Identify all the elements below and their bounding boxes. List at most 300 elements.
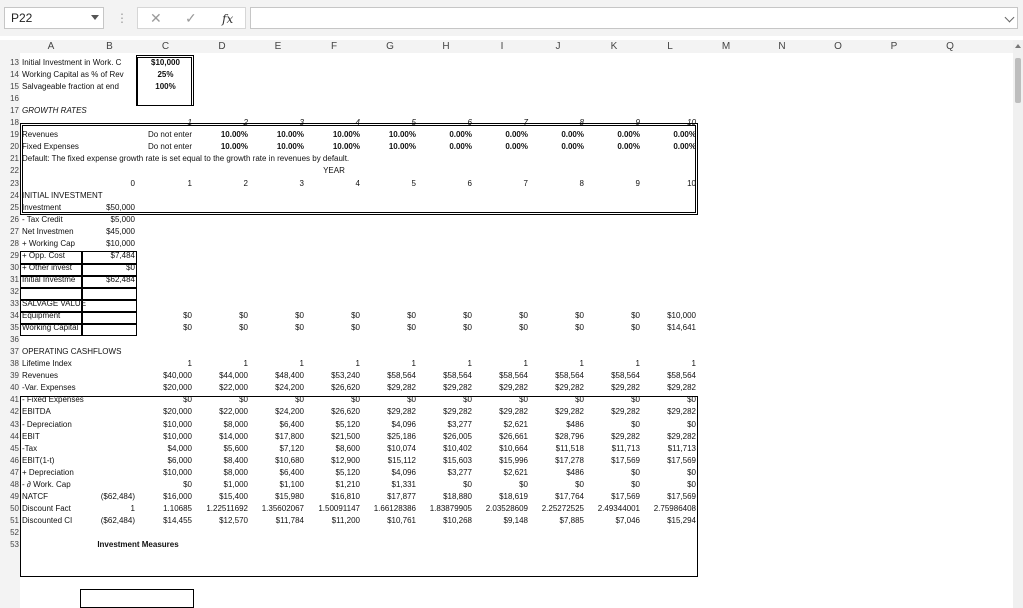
operating-value[interactable]: $17,877 [387,492,416,501]
operating-value[interactable]: $7,885 [559,516,584,525]
row-header[interactable]: 39 [10,371,19,380]
operating-value[interactable]: $0 [687,468,696,477]
operating-value[interactable]: 1.83879905 [429,504,472,513]
operating-value[interactable]: 2.75986408 [653,504,696,513]
salvage-value[interactable]: $14,641 [667,323,696,332]
input-value[interactable]: 100% [155,82,176,91]
operating-value[interactable]: $486 [566,468,584,477]
operating-value[interactable]: 1 [355,359,360,368]
operating-value[interactable]: $10,402 [443,444,472,453]
row-header[interactable]: 27 [10,227,19,236]
growth-year[interactable]: 4 [355,118,360,127]
column-header-g[interactable]: G [386,41,394,52]
growth-rate[interactable]: 10.00% [220,142,248,151]
operating-value[interactable]: $15,603 [443,456,472,465]
operating-value[interactable]: $6,400 [279,420,304,429]
salvage-value[interactable]: $0 [407,323,416,332]
growth-rate[interactable]: 10.00% [220,130,248,139]
operating-value[interactable]: $10,268 [443,516,472,525]
operating-value[interactable]: $14,000 [219,432,248,441]
input-value[interactable]: 25% [157,70,174,79]
operating-value[interactable]: $0 [183,480,192,489]
operating-row-label[interactable]: Lifetime Index [22,359,72,368]
salvage-value[interactable]: $0 [407,311,416,320]
operating-value[interactable]: $0 [183,395,192,404]
operating-value[interactable]: 1.50091147 [318,504,360,513]
column-header-a[interactable]: A [47,41,55,52]
operating-value[interactable]: 2.25272525 [541,504,584,513]
operating-year0-value[interactable]: ($62,484) [100,492,135,501]
operating-value[interactable]: $58,564 [611,371,640,380]
operating-row-label[interactable]: + Depreciation [22,468,74,477]
operating-value[interactable]: $12,900 [331,456,360,465]
row-header[interactable]: 37 [10,347,19,356]
column-header-n[interactable]: N [778,41,786,52]
row-header[interactable]: 48 [10,480,19,489]
operating-value[interactable]: $17,569 [611,456,640,465]
row-header[interactable]: 38 [10,359,19,368]
year-number[interactable]: 8 [579,179,584,188]
row-header[interactable]: 13 [10,58,19,67]
operating-value[interactable]: $58,564 [499,371,528,380]
operating-value[interactable]: $0 [519,395,528,404]
row-header[interactable]: 50 [10,504,19,513]
operating-value[interactable]: $29,282 [443,407,472,416]
operating-row-label[interactable]: EBITDA [22,407,51,416]
operating-value[interactable]: 1 [579,359,584,368]
growth-rate[interactable]: 0.00% [449,142,472,151]
operating-value[interactable]: $20,000 [163,383,192,392]
operating-value[interactable]: $8,600 [335,444,360,453]
operating-value[interactable]: $0 [463,395,472,404]
operating-value[interactable]: $7,046 [615,516,640,525]
operating-value[interactable]: $10,000 [163,468,192,477]
operating-value[interactable]: $15,996 [499,456,528,465]
operating-value[interactable]: $0 [575,480,584,489]
growth-rate[interactable]: 10.00% [332,142,360,151]
operating-value[interactable]: $1,210 [335,480,360,489]
growth-rate[interactable]: 10.00% [276,130,304,139]
row-header[interactable]: 24 [10,191,19,200]
initial-item-label[interactable]: + Other invest [22,263,73,272]
row-header[interactable]: 22 [10,166,19,175]
operating-value[interactable]: $17,764 [555,492,584,501]
operating-value[interactable]: $29,282 [667,432,696,441]
row-header[interactable]: 44 [10,432,19,441]
row-header[interactable]: 33 [10,299,19,308]
column-header-q[interactable]: Q [946,41,954,52]
salvage-value[interactable]: $10,000 [667,311,696,320]
operating-value[interactable]: $10,000 [163,420,192,429]
salvage-value[interactable]: $0 [295,323,304,332]
operating-value[interactable]: $11,200 [331,516,360,525]
year-label[interactable]: YEAR [323,166,345,175]
operating-value[interactable]: $16,000 [163,492,192,501]
operating-value[interactable]: $18,619 [499,492,528,501]
input-label[interactable]: Working Capital as % of Rev [22,70,124,79]
growth-rate[interactable]: 10.00% [388,142,416,151]
column-header-l[interactable]: L [667,41,673,52]
growth-rate[interactable]: 10.00% [388,130,416,139]
growth-year[interactable]: 1 [187,118,192,127]
operating-value[interactable]: $14,455 [163,516,192,525]
operating-value[interactable]: $29,282 [387,407,416,416]
salvage-value[interactable]: $0 [351,323,360,332]
operating-row-label[interactable]: -Tax [22,444,38,453]
row-header[interactable]: 35 [10,323,19,332]
year-number[interactable]: 7 [523,179,528,188]
operating-value[interactable]: $6,400 [279,468,304,477]
year-number[interactable]: 4 [355,179,360,188]
operating-value[interactable]: $5,600 [223,444,248,453]
growth-year[interactable]: 6 [467,118,472,127]
year-number[interactable]: 9 [635,179,640,188]
operating-value[interactable]: $29,282 [499,407,528,416]
row-header[interactable]: 43 [10,420,19,429]
operating-value[interactable]: $11,518 [555,444,584,453]
growth-rate[interactable]: 0.00% [449,130,472,139]
column-header-k[interactable]: K [610,41,618,52]
row-header[interactable]: 31 [10,275,19,284]
operating-value[interactable]: $29,282 [667,407,696,416]
operating-value[interactable]: $16,810 [331,492,360,501]
operating-value[interactable]: 1.66128386 [373,504,416,513]
insert-function-icon[interactable]: fx [222,12,234,26]
salvage-value[interactable]: $0 [463,323,472,332]
growth-year[interactable]: 8 [579,118,584,127]
scroll-up-icon[interactable] [1015,44,1021,48]
column-header-j[interactable]: J [555,41,561,52]
initial-item-value[interactable]: $50,000 [106,203,135,212]
operating-value[interactable]: $29,282 [611,432,640,441]
column-header-m[interactable]: M [721,41,731,52]
row-header[interactable]: 36 [10,335,19,344]
operating-value[interactable]: $29,282 [555,407,584,416]
salvage-value[interactable]: $0 [295,311,304,320]
salvage-value[interactable]: $0 [239,311,248,320]
operating-value[interactable]: $0 [519,480,528,489]
initial-item-value[interactable]: $62,484 [106,275,135,284]
operating-row-label[interactable]: Revenues [22,371,59,380]
salvage-value[interactable]: $0 [183,311,192,320]
operating-value[interactable]: $9,148 [503,516,528,525]
operating-value[interactable]: $3,277 [447,468,472,477]
salvage-value[interactable]: $0 [631,323,640,332]
operating-value[interactable]: $58,564 [555,371,584,380]
operating-value[interactable]: $58,564 [443,371,472,380]
salvage-value[interactable]: $0 [239,323,248,332]
operating-row-label[interactable]: - ∂ Work. Cap [22,480,71,489]
operating-value[interactable]: $11,713 [667,444,696,453]
operating-value[interactable]: 1 [187,359,192,368]
growth-year[interactable]: 2 [243,118,248,127]
operating-value[interactable]: $8,000 [223,420,248,429]
growth-rate[interactable]: 0.00% [673,130,696,139]
initial-item-label[interactable]: + Opp. Cost [22,251,65,260]
operating-row-label[interactable]: EBIT [22,432,40,441]
operating-value[interactable]: $17,569 [667,492,696,501]
operating-value[interactable]: 2.03528609 [485,504,528,513]
initial-item-label[interactable]: Investment [22,203,62,212]
row-header[interactable]: 46 [10,456,19,465]
initial-item-label[interactable]: Net Investmen [22,227,74,236]
enter-icon[interactable]: ✓ [185,10,197,26]
row-header[interactable]: 53 [10,540,19,549]
growth-note[interactable]: Do not enter [147,130,192,139]
operating-value[interactable]: $0 [631,395,640,404]
operating-value[interactable]: $20,000 [163,407,192,416]
row-header[interactable]: 28 [10,239,19,248]
operating-value[interactable]: $10,664 [499,444,528,453]
formula-input[interactable] [250,7,1018,29]
cell-grid[interactable] [20,53,1013,608]
operating-value[interactable]: 1 [523,359,528,368]
operating-value[interactable]: $6,000 [167,456,192,465]
operating-value[interactable]: $4,096 [391,420,416,429]
operating-value[interactable]: $24,200 [275,383,304,392]
operating-value[interactable]: $1,000 [223,480,248,489]
operating-value[interactable]: $22,000 [219,383,248,392]
row-header[interactable]: 51 [10,516,19,525]
column-header-o[interactable]: O [834,41,842,52]
operating-value[interactable]: 1 [411,359,416,368]
growth-rates-title[interactable]: GROWTH RATES [22,106,87,115]
operating-value[interactable]: $26,620 [331,407,360,416]
row-header[interactable]: 29 [10,251,19,260]
growth-year[interactable]: 3 [299,118,304,127]
row-header[interactable]: 42 [10,407,19,416]
operating-value[interactable]: $10,761 [387,516,416,525]
row-header[interactable]: 14 [10,70,19,79]
column-header-e[interactable]: E [274,41,282,52]
operating-value[interactable]: $28,796 [555,432,584,441]
operating-value[interactable]: $0 [631,480,640,489]
operating-value[interactable]: $0 [463,480,472,489]
operating-cashflows-title[interactable]: OPERATING CASHFLOWS [22,347,122,356]
year-number[interactable]: 1 [187,179,192,188]
operating-value[interactable]: $29,282 [611,407,640,416]
salvage-row-label[interactable]: Equipment [22,311,61,320]
operating-value[interactable]: 2.49344001 [597,504,640,513]
cancel-icon[interactable]: ✕ [150,10,162,26]
growth-default-note[interactable]: Default: The fixed expense growth rate is set equal to the growth rate in revenues by default. [22,154,350,163]
initial-investment-title[interactable]: INITIAL INVESTMENT [22,191,103,200]
year-number[interactable]: 0 [130,179,135,188]
input-label[interactable]: Salvageable fraction at end [22,82,119,91]
operating-value[interactable]: $58,564 [667,371,696,380]
operating-value[interactable]: $1,100 [279,480,304,489]
row-header[interactable]: 19 [10,130,19,139]
operating-value[interactable]: 1.22511692 [206,504,248,513]
initial-item-value[interactable]: $45,000 [106,227,135,236]
operating-value[interactable]: $5,120 [335,468,360,477]
operating-value[interactable]: $29,282 [555,383,584,392]
growth-rate[interactable]: 0.00% [617,130,640,139]
year-number[interactable]: 2 [243,179,248,188]
operating-value[interactable]: $26,005 [443,432,472,441]
operating-value[interactable]: $40,000 [163,371,192,380]
operating-value[interactable]: $0 [407,395,416,404]
salvage-value[interactable]: $0 [463,311,472,320]
row-header[interactable]: 32 [10,287,19,296]
growth-rate[interactable]: 10.00% [332,130,360,139]
operating-value[interactable]: $0 [631,468,640,477]
input-value[interactable]: $10,000 [151,58,180,67]
initial-item-value[interactable]: $5,000 [110,215,135,224]
operating-value[interactable]: $5,120 [335,420,360,429]
operating-value[interactable]: $29,282 [443,383,472,392]
row-header[interactable]: 23 [10,179,19,188]
operating-row-label[interactable]: Discount Fact [22,504,71,513]
row-header[interactable]: 30 [10,263,19,272]
growth-rate[interactable]: 10.00% [276,142,304,151]
operating-value[interactable]: $17,569 [667,456,696,465]
salvage-value[interactable]: $0 [183,323,192,332]
select-all-corner[interactable] [0,40,20,53]
operating-value[interactable]: $8,000 [223,468,248,477]
operating-value[interactable]: $25,186 [387,432,416,441]
operating-value[interactable]: $29,282 [499,383,528,392]
operating-value[interactable]: $0 [687,480,696,489]
operating-value[interactable]: 1 [691,359,696,368]
operating-row-label[interactable]: - Fixed Expenses [22,395,84,404]
operating-value[interactable]: $2,621 [503,420,528,429]
column-header-d[interactable]: D [218,41,226,52]
operating-value[interactable]: $8,400 [223,456,248,465]
operating-value[interactable]: $3,277 [447,420,472,429]
operating-value[interactable]: $0 [575,395,584,404]
operating-row-label[interactable]: -Var. Expenses [22,383,76,392]
operating-value[interactable]: $29,282 [387,383,416,392]
operating-value[interactable]: $10,680 [275,456,304,465]
operating-value[interactable]: $29,282 [667,383,696,392]
operating-year0-value[interactable]: ($62,484) [100,516,135,525]
row-header[interactable]: 26 [10,215,19,224]
operating-row-label[interactable]: NATCF [22,492,49,501]
column-header-h[interactable]: H [442,41,450,52]
growth-year[interactable]: 10 [687,118,696,127]
row-header[interactable]: 21 [10,154,19,163]
operating-value[interactable]: $1,331 [391,480,416,489]
input-label[interactable]: Initial Investment in Work. C [22,58,122,67]
initial-item-label[interactable]: + Working Cap [22,239,75,248]
row-header[interactable]: 41 [10,395,19,404]
growth-rate[interactable]: 0.00% [505,130,528,139]
operating-value[interactable]: $4,000 [167,444,192,453]
operating-value[interactable]: $29,282 [611,383,640,392]
operating-value[interactable]: $10,000 [163,432,192,441]
operating-value[interactable]: $58,564 [387,371,416,380]
year-number[interactable]: 3 [299,179,304,188]
column-header-b[interactable]: B [106,41,113,52]
growth-note[interactable]: Do not enter [147,142,192,151]
operating-value[interactable]: 1.10685 [163,504,192,513]
operating-value[interactable]: $53,240 [331,371,360,380]
name-box[interactable] [4,7,104,29]
operating-value[interactable]: $22,000 [219,407,248,416]
operating-value[interactable]: $17,278 [555,456,584,465]
growth-rate[interactable]: 0.00% [561,130,584,139]
operating-value[interactable]: $4,096 [391,468,416,477]
growth-row-label[interactable]: Fixed Expenses [22,142,79,151]
row-header[interactable]: 20 [10,142,19,151]
salvage-value[interactable]: $0 [631,311,640,320]
expand-formula-bar-icon[interactable] [1005,13,1015,23]
growth-year[interactable]: 9 [635,118,640,127]
salvage-value[interactable]: $0 [519,311,528,320]
column-header-c[interactable]: C [161,41,170,52]
operating-value[interactable]: $11,784 [275,516,304,525]
operating-row-label[interactable]: - Depreciation [22,420,72,429]
salvage-value[interactable]: $0 [575,323,584,332]
operating-row-label[interactable]: Discounted CI [22,516,73,525]
operating-value[interactable]: $15,400 [219,492,248,501]
growth-year[interactable]: 7 [523,118,528,127]
operating-value[interactable]: $7,120 [279,444,304,453]
operating-value[interactable]: 1 [635,359,640,368]
operating-value[interactable]: $0 [631,420,640,429]
operating-value[interactable]: $17,800 [275,432,304,441]
operating-value[interactable]: $2,621 [503,468,528,477]
operating-value[interactable]: $44,000 [219,371,248,380]
row-header[interactable]: 16 [10,94,19,103]
row-header[interactable]: 47 [10,468,19,477]
row-header[interactable]: 52 [10,528,19,537]
operating-value[interactable]: $26,620 [331,383,360,392]
salvage-value-title[interactable]: SALVAGE VALUE [22,299,87,308]
operating-value[interactable]: $10,074 [387,444,416,453]
operating-value[interactable]: $18,880 [443,492,472,501]
operating-value[interactable]: $0 [239,395,248,404]
operating-row-label[interactable]: EBIT(1-t) [22,456,55,465]
operating-value[interactable]: $15,980 [275,492,304,501]
growth-rate[interactable]: 0.00% [505,142,528,151]
operating-value[interactable]: $0 [295,395,304,404]
initial-item-label[interactable]: - Tax Credit [22,215,63,224]
year-number[interactable]: 5 [411,179,416,188]
operating-value[interactable]: $24,200 [275,407,304,416]
row-header[interactable]: 17 [10,106,19,115]
salvage-value[interactable]: $0 [519,323,528,332]
operating-value[interactable]: $15,294 [667,516,696,525]
growth-rate[interactable]: 0.00% [561,142,584,151]
operating-value[interactable]: $0 [687,395,696,404]
operating-value[interactable]: $26,661 [499,432,528,441]
investment-measures-label[interactable]: Investment Measures [97,540,179,549]
operating-value[interactable]: $12,570 [219,516,248,525]
row-header[interactable]: 34 [10,311,19,320]
row-header[interactable]: 25 [10,203,19,212]
operating-value[interactable]: $15,112 [387,456,416,465]
year-number[interactable]: 10 [687,179,696,188]
growth-rate[interactable]: 0.00% [673,142,696,151]
scrollbar-thumb[interactable] [1015,58,1021,103]
vertical-scrollbar[interactable] [1013,40,1023,608]
growth-rate[interactable]: 0.00% [617,142,640,151]
operating-value[interactable]: $11,713 [611,444,640,453]
salvage-row-label[interactable]: Working Capital [22,323,79,332]
row-header[interactable]: 15 [10,82,19,91]
operating-value[interactable]: 1 [243,359,248,368]
operating-value[interactable]: $0 [351,395,360,404]
row-header[interactable]: 45 [10,444,19,453]
growth-year[interactable]: 5 [411,118,416,127]
row-header[interactable]: 49 [10,492,19,501]
column-header-f[interactable]: F [330,41,338,52]
salvage-value[interactable]: $0 [575,311,584,320]
column-header-p[interactable]: P [890,41,898,52]
initial-item-value[interactable]: $0 [126,263,135,272]
